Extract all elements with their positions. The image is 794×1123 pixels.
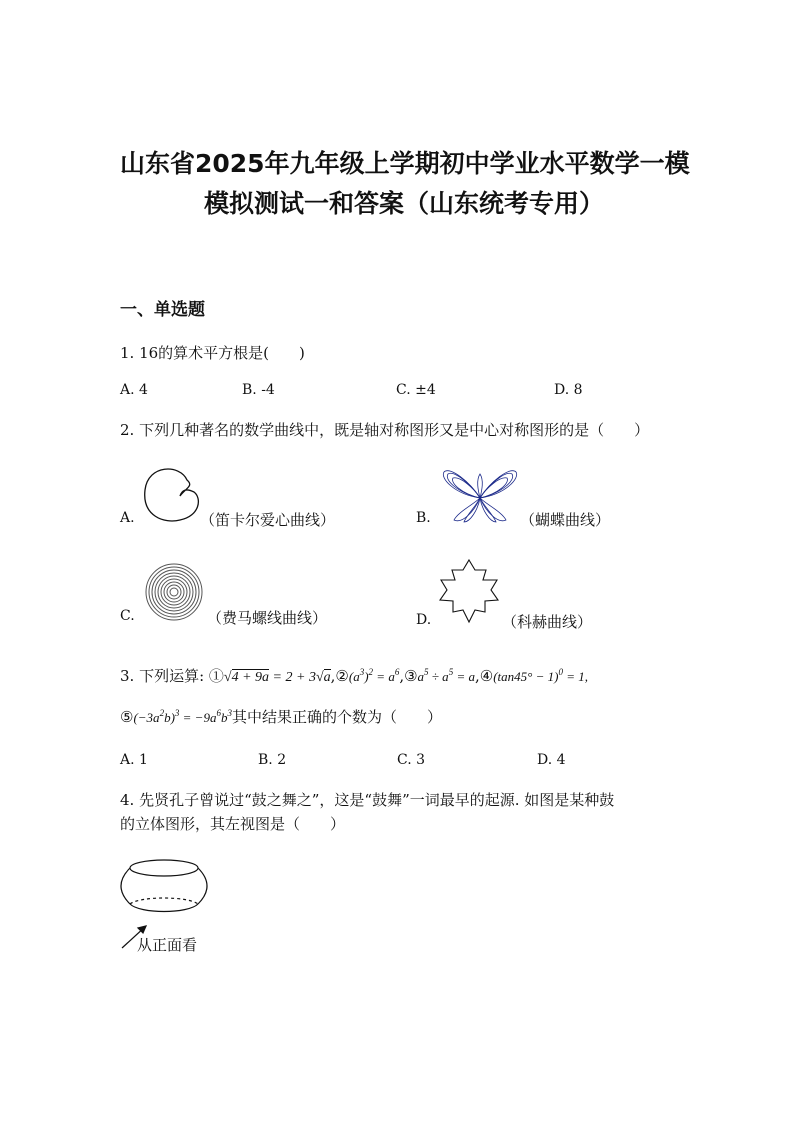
question-2-stem: 2. 下列几种著名的数学曲线中，既是轴对称图形又是中心对称图形的是（ ） — [120, 421, 650, 439]
question-1-option-c: C. ±4 — [396, 382, 436, 398]
question-3-prefix: 3. 下列运算: ① — [120, 667, 224, 685]
fermat-spiral-icon — [144, 562, 204, 622]
expr-3-exp: 5 — [424, 667, 429, 677]
question-1-stem: 1. 16的算术平方根是( ) — [120, 344, 305, 362]
question-1-option-a: A. 4 — [120, 382, 148, 398]
koch-snowflake-icon — [437, 558, 501, 626]
question-3-item5-marker: ⑤ — [120, 708, 134, 726]
sep-4: ,④ — [474, 667, 494, 685]
expr-2-rhs-exp: 6 — [394, 667, 400, 677]
expr-2-exp-outer: 2 — [368, 667, 374, 677]
cardioid-curve-icon — [142, 466, 202, 524]
figure-label: 从正面看 — [137, 936, 198, 954]
question-3-line2 — [120, 706, 442, 727]
expr-4-base: (tan45° − 1) — [493, 669, 559, 684]
question-2-option-c-letter: C. — [120, 608, 135, 624]
expr-5 — [133, 710, 232, 725]
page-title-line2: 模拟测试一和答案（山东统考专用） — [204, 189, 605, 218]
expr-5-b2: b — [220, 710, 228, 725]
expr-1-radicand: 4 + 9a — [231, 670, 270, 685]
expr-5-e3: 6 — [216, 708, 221, 718]
expr-3-a: a — [417, 669, 425, 684]
expr-1: √4 + 9a = 2 + 3√a — [223, 670, 331, 685]
expr-4-exp: 0 — [558, 667, 563, 677]
expr-2 — [349, 669, 399, 684]
question-3-option-c: C. 3 — [397, 752, 426, 768]
question-2-option-d-letter: D. — [416, 612, 432, 628]
sep-2: ,② — [330, 667, 349, 685]
question-1-option-b: B. -4 — [242, 382, 275, 398]
expr-4 — [493, 669, 588, 684]
section-heading: 一、单选题 — [120, 300, 205, 320]
question-4-line2: 的立体图形，其左视图是（ ） — [120, 815, 346, 833]
expr-5-e1: 2 — [159, 708, 165, 718]
expr-1-rad2: a — [323, 670, 331, 685]
question-2-option-d-caption: （科赫曲线） — [502, 613, 593, 631]
question-2-option-a-letter: A. — [120, 510, 135, 526]
expr-5-base: (−3a — [133, 710, 160, 725]
question-3-suffix: 其中结果正确的个数为（ ） — [231, 708, 442, 726]
expr-5-e2: 3 — [174, 708, 180, 718]
expr-2-rest: = a — [373, 669, 395, 684]
expr-2-base: (a — [348, 669, 360, 684]
expr-5-rest: = −9a — [179, 710, 217, 725]
butterfly-curve-icon — [440, 468, 520, 524]
expr-4-rest: = 1, — [562, 669, 588, 684]
question-3-line1 — [120, 665, 588, 686]
expr-5-b: b) — [164, 710, 175, 725]
expr-3-exp2: 5 — [448, 667, 454, 677]
sep-3: ,③ — [399, 667, 418, 685]
expr-3-mid: ÷ a — [428, 669, 449, 684]
question-3-option-b: B. 2 — [258, 752, 287, 768]
expr-3-rest: = a — [453, 669, 475, 684]
expr-2-exp-inner: 3 — [359, 667, 365, 677]
question-2-option-c-caption: （费马螺线曲线） — [207, 609, 328, 627]
question-2-option-b-caption: （蝴蝶曲线） — [520, 511, 611, 529]
question-2-option-a-caption: （笛卡尔爱心曲线） — [200, 511, 336, 529]
question-3-option-d: D. 4 — [537, 752, 566, 768]
question-4-line1: 4. 先贤孔子曾说过“鼓之舞之”，这是“鼓舞”一词最早的起源. 如图是某种鼓 — [120, 791, 615, 809]
question-3-option-a: A. 1 — [120, 752, 148, 768]
expr-5-e4: 3 — [227, 708, 232, 718]
expr-3 — [418, 669, 475, 684]
page-title-line1: 山东省2025年九年级上学期初中学业水平数学一模 — [120, 149, 690, 178]
expr-1-rest: = 2 + 3 — [269, 670, 316, 685]
question-1-option-d: D. 8 — [554, 382, 583, 398]
expr-2-close: ) — [364, 669, 369, 684]
question-2-option-b-letter: B. — [416, 510, 431, 526]
